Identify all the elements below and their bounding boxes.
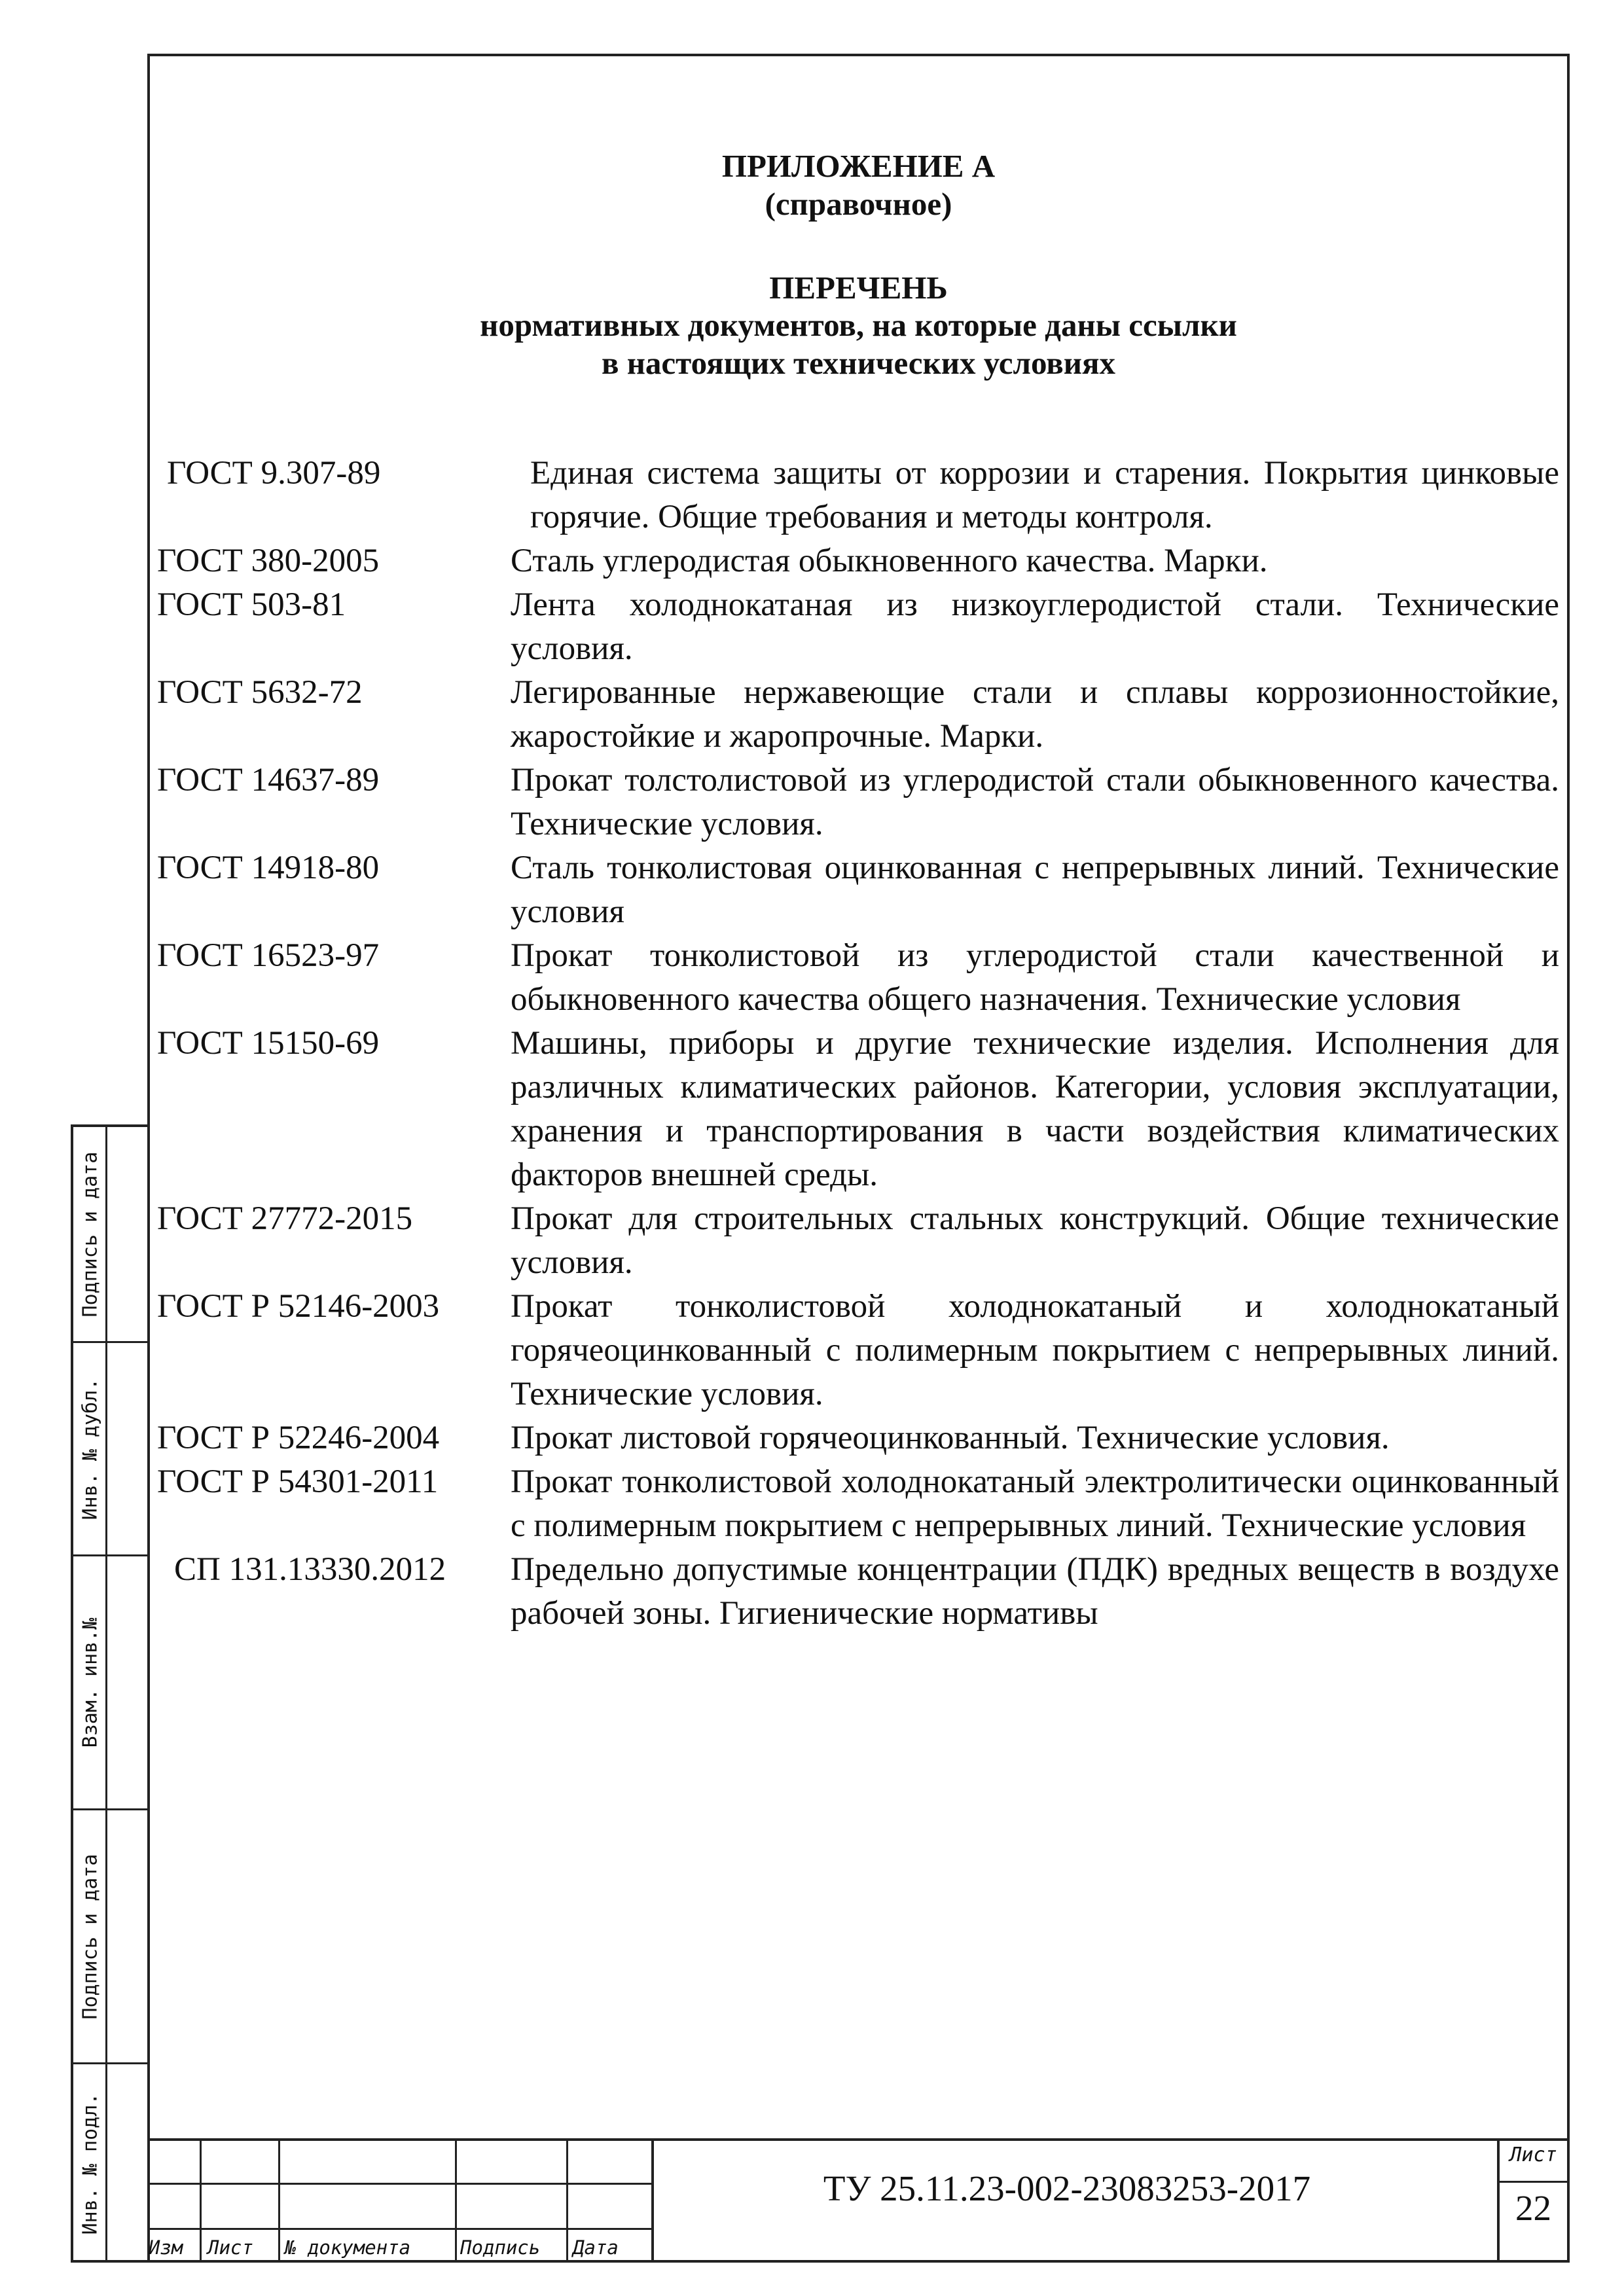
side-cell-sign-date-2	[73, 1810, 147, 2064]
reference-description: Прокат тонколистовой холоднокатаный и холоднокатаный горячеоцинкованный с полимерным покрытием с непрерывных линий. Технические условия.	[511, 1288, 1559, 1412]
side-cell-replace-inv	[73, 1556, 147, 1810]
col-doc-label: № документа	[285, 2236, 411, 2259]
reference-description: Прокат листовой горячеоцинкованный. Технические условия.	[511, 1420, 1390, 1456]
reference-code: ГОСТ 16523-97	[157, 937, 380, 974]
reference-description: Прокат тонколистовой холоднокатаный электролитически оцинкованный с полимерным покрытием с непрерывных линий. Технические условия	[511, 1463, 1559, 1544]
side-stamp	[71, 1124, 147, 2263]
side-label: Инв. № подл.	[79, 2092, 102, 2234]
reference-code: ГОСТ 9.307-89	[167, 455, 381, 492]
side-cell-orig-inv	[73, 2064, 147, 2263]
reference-code: ГОСТ Р 54301-2011	[157, 1463, 439, 1500]
sheet-number: 22	[1515, 2188, 1551, 2228]
reference-row	[157, 934, 1563, 1022]
reference-row	[157, 452, 1563, 539]
title-block	[147, 2138, 1570, 2263]
side-cell-dup-inv	[73, 1343, 147, 1556]
side-label: Подпись и дата	[79, 1854, 102, 2019]
reference-code: ГОСТ 27772-2015	[157, 1200, 413, 1237]
list-title: ПЕРЕЧЕНЬ	[769, 269, 948, 306]
list-subtitle-line1: нормативных документов, на которые даны ссылки	[480, 307, 1237, 344]
reference-description: Сталь тонколистовая оцинкованная с непрерывных линий. Технические условия	[511, 850, 1559, 930]
reference-description: Лента холоднокатаная из низкоуглеродистой стали. Технические условия.	[511, 586, 1559, 667]
reference-code: ГОСТ 5632-72	[157, 674, 363, 711]
reference-row	[157, 759, 1563, 846]
appendix-title: ПРИЛОЖЕНИЕ А	[721, 148, 996, 184]
references-list	[157, 452, 1563, 1636]
appendix-type: (справочное)	[765, 185, 952, 222]
reference-code: ГОСТ Р 52146-2003	[157, 1288, 440, 1325]
reference-row	[157, 1548, 1563, 1636]
reference-description: Легированные нержавеющие стали и сплавы коррозионностойкие, жаростойкие и жаропрочные. Марки.	[511, 674, 1559, 755]
col-date-label: Дата	[573, 2236, 619, 2259]
list-subtitle-line2: в настоящих технических условиях	[601, 345, 1115, 382]
side-label: Подпись и дата	[79, 1151, 102, 1317]
reference-description: Прокат для строительных стальных конструкций. Общие технические условия.	[511, 1200, 1559, 1281]
col-sheet-label: Лист	[208, 2236, 253, 2259]
reference-description: Предельно допустимые концентрации (ПДК) вредных веществ в воздухе рабочей зоны. Гигиенические нормативы	[511, 1551, 1559, 1632]
reference-row	[157, 671, 1563, 759]
reference-code: ГОСТ 503-81	[157, 586, 346, 623]
reference-row	[157, 1197, 1563, 1285]
side-label: Взам. инв.№	[79, 1617, 102, 1748]
reference-code: ГОСТ 380-2005	[157, 543, 380, 579]
reference-description: Сталь углеродистая обыкновенного качества. Марки.	[511, 543, 1268, 579]
reference-description: Прокат толстолистовой из углеродистой стали обыкновенного качества. Технические условия.	[511, 762, 1559, 842]
reference-description: Прокат тонколистовой из углеродистой стали качественной и обыкновенного качества общего назначения. Технические условия	[511, 937, 1559, 1018]
reference-row	[157, 1460, 1563, 1548]
reference-row	[157, 1416, 1563, 1460]
reference-row	[157, 539, 1563, 583]
side-label: Инв. № дубл.	[79, 1378, 102, 1520]
col-change-label: Изм	[149, 2236, 183, 2259]
reference-description: Машины, приборы и другие технические изделия. Исполнения для различных климатических районов. Категории, условия эксплуатации, хранения и транспортирования в части воздействия климатических факторов внешней среды.	[511, 1025, 1559, 1193]
document-heading	[147, 147, 1570, 382]
sheet-label: Лист	[1509, 2144, 1557, 2166]
reference-code: СП 131.13330.2012	[174, 1551, 446, 1588]
reference-row	[157, 1285, 1563, 1416]
document-code: ТУ 25.11.23-002-23083253-2017	[823, 2168, 1311, 2208]
reference-code: ГОСТ 14637-89	[157, 762, 380, 798]
reference-code: ГОСТ Р 52246-2004	[157, 1420, 440, 1456]
reference-row	[157, 846, 1563, 934]
col-sign-label: Подпись	[460, 2236, 541, 2259]
reference-row	[157, 583, 1563, 671]
reference-description: Единая система защиты от коррозии и старения. Покрытия цинковые горячие. Общие требования и методы контроля.	[530, 455, 1559, 535]
reference-code: ГОСТ 14918-80	[157, 850, 380, 886]
side-cell-sign-date-1	[73, 1127, 147, 1343]
reference-row	[157, 1022, 1563, 1197]
reference-code: ГОСТ 15150-69	[157, 1025, 380, 1062]
